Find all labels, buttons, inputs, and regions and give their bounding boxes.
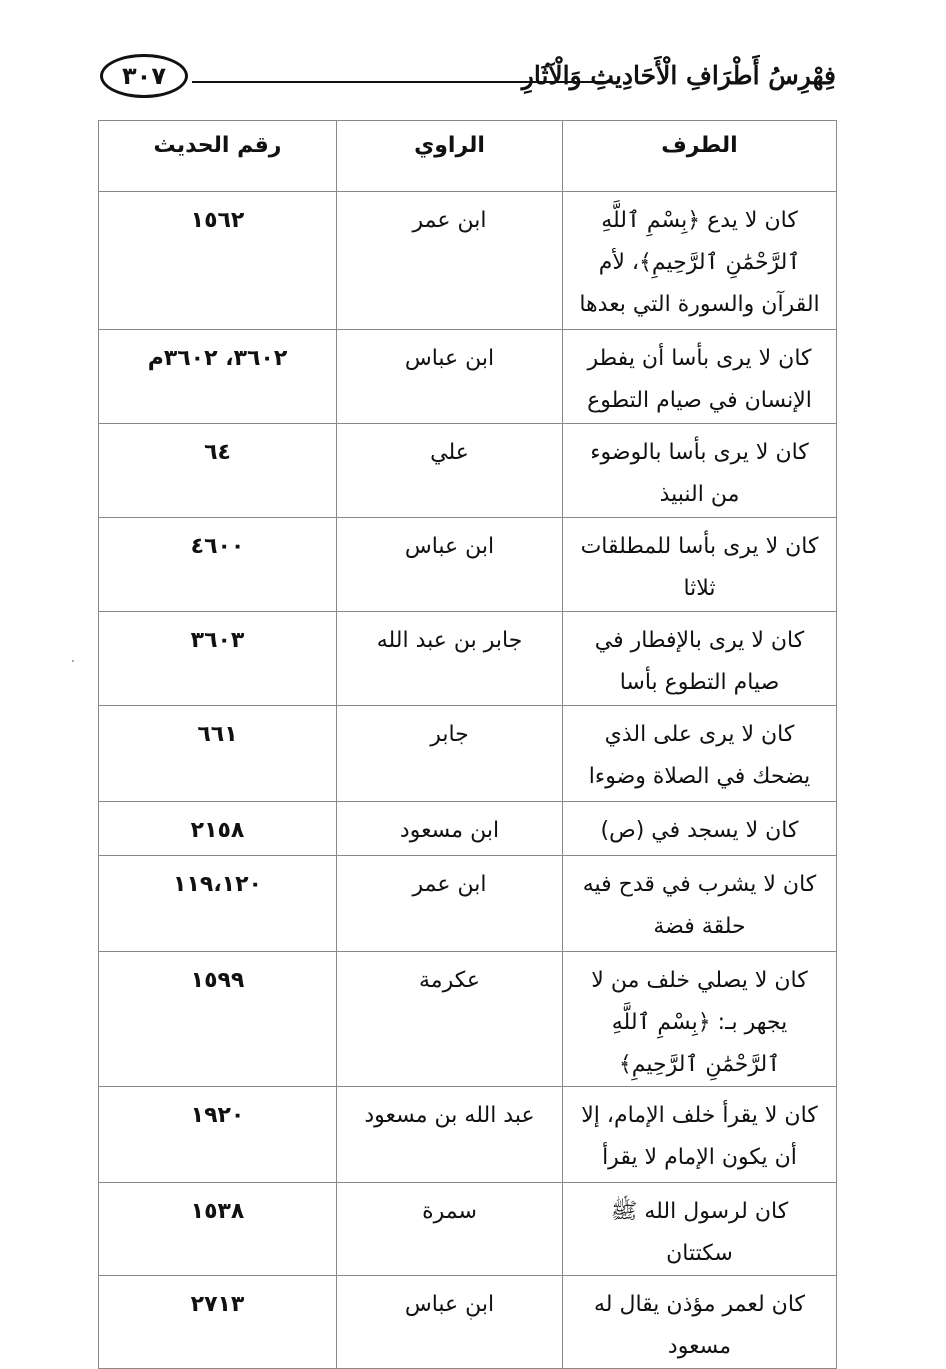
cell-rawi: ابن عمر <box>337 856 563 952</box>
cell-hadith-number: ١٥٦٢ <box>99 192 337 330</box>
scan-speck <box>72 660 74 662</box>
table-row <box>99 706 837 802</box>
cell-rawi: ابن عباس <box>337 330 563 424</box>
cell-taraf: كان لرسول الله ﷺ سكتتان <box>563 1183 837 1276</box>
page-number: ٣٠٧ <box>100 54 188 98</box>
cell-rawi: جابر <box>337 706 563 802</box>
cell-taraf: كان لا يرى بأسا بالوضوء من النبيذ <box>563 424 837 518</box>
cell-hadith-number: ١١٩،١٢٠ <box>99 856 337 952</box>
cell-rawi: علي <box>337 424 563 518</box>
header-hadith-number: رقم الحديث <box>99 121 337 192</box>
header-taraf: الطرف <box>563 121 837 192</box>
table-row <box>99 856 837 952</box>
cell-hadith-number: ٤٦٠٠ <box>99 518 337 612</box>
cell-rawi: عبد الله بن مسعود <box>337 1087 563 1183</box>
table-row <box>99 952 837 1087</box>
page-header <box>100 50 836 106</box>
table-body <box>99 192 837 1369</box>
cell-taraf: كان لا يرى بالإفطار في صيام التطوع بأسا <box>563 612 837 706</box>
cell-hadith-number: ٢١٥٨ <box>99 802 337 856</box>
cell-taraf: كان لا يصلي خلف من لا يجهر بـ: ﴿بِسْمِ ٱللَّهِ ٱلرَّحْمَٰنِ ٱلرَّحِيمِ﴾ <box>563 952 837 1087</box>
cell-taraf: كان لعمر مؤذن يقال له مسعود <box>563 1276 837 1369</box>
cell-rawi: ابن مسعود <box>337 802 563 856</box>
scan-speck <box>470 1318 472 1320</box>
cell-rawi: ابن عباس <box>337 518 563 612</box>
cell-taraf: كان لا يسجد في (ص) <box>563 802 837 856</box>
page-title: فِهْرِسُ أَطْرَافِ الْأَحَادِيثِ وَالْآثَارِ <box>521 61 836 90</box>
cell-taraf: كان لا يرى على الذي يضحك في الصلاة وضوءا <box>563 706 837 802</box>
cell-taraf: كان لا يشرب في قدح فيه حلقة فضة <box>563 856 837 952</box>
table-row <box>99 802 837 856</box>
table-row <box>99 1087 837 1183</box>
table-row <box>99 424 837 518</box>
table-row <box>99 612 837 706</box>
cell-taraf: كان لا يدع ﴿بِسْمِ ٱللَّهِ ٱلرَّحْمَٰنِ ٱلرَّحِيمِ﴾، لأم القرآن والسورة التي بعدها <box>563 192 837 330</box>
cell-rawi: جابر بن عبد الله <box>337 612 563 706</box>
cell-taraf: كان لا يرى بأسا أن يفطر الإنسان في صيام التطوع <box>563 330 837 424</box>
table-row <box>99 192 837 330</box>
cell-hadith-number: ٣٦٠٣ <box>99 612 337 706</box>
table-row <box>99 1183 837 1276</box>
cell-hadith-number: ٣٦٠٢، ٣٦٠٢م <box>99 330 337 424</box>
cell-rawi: ابن عباس <box>337 1276 563 1369</box>
table-row <box>99 1276 837 1369</box>
cell-hadith-number: ١٥٣٨ <box>99 1183 337 1276</box>
cell-hadith-number: ٦٤ <box>99 424 337 518</box>
table-header-row <box>99 121 837 192</box>
cell-hadith-number: ٦٦١ <box>99 706 337 802</box>
cell-rawi: عكرمة <box>337 952 563 1087</box>
cell-taraf: كان لا يقرأ خلف الإمام، إلا أن يكون الإمام لا يقرأ <box>563 1087 837 1183</box>
cell-hadith-number: ١٩٢٠ <box>99 1087 337 1183</box>
cell-hadith-number: ١٥٩٩ <box>99 952 337 1087</box>
hadith-index-table <box>98 120 837 1369</box>
table-row <box>99 518 837 612</box>
table-row <box>99 330 837 424</box>
header-rawi: الراوي <box>337 121 563 192</box>
cell-taraf: كان لا يرى بأسا للمطلقات ثلاثا <box>563 518 837 612</box>
cell-hadith-number: ٢٧١٣ <box>99 1276 337 1369</box>
cell-rawi: سمرة <box>337 1183 563 1276</box>
cell-rawi: ابن عمر <box>337 192 563 330</box>
